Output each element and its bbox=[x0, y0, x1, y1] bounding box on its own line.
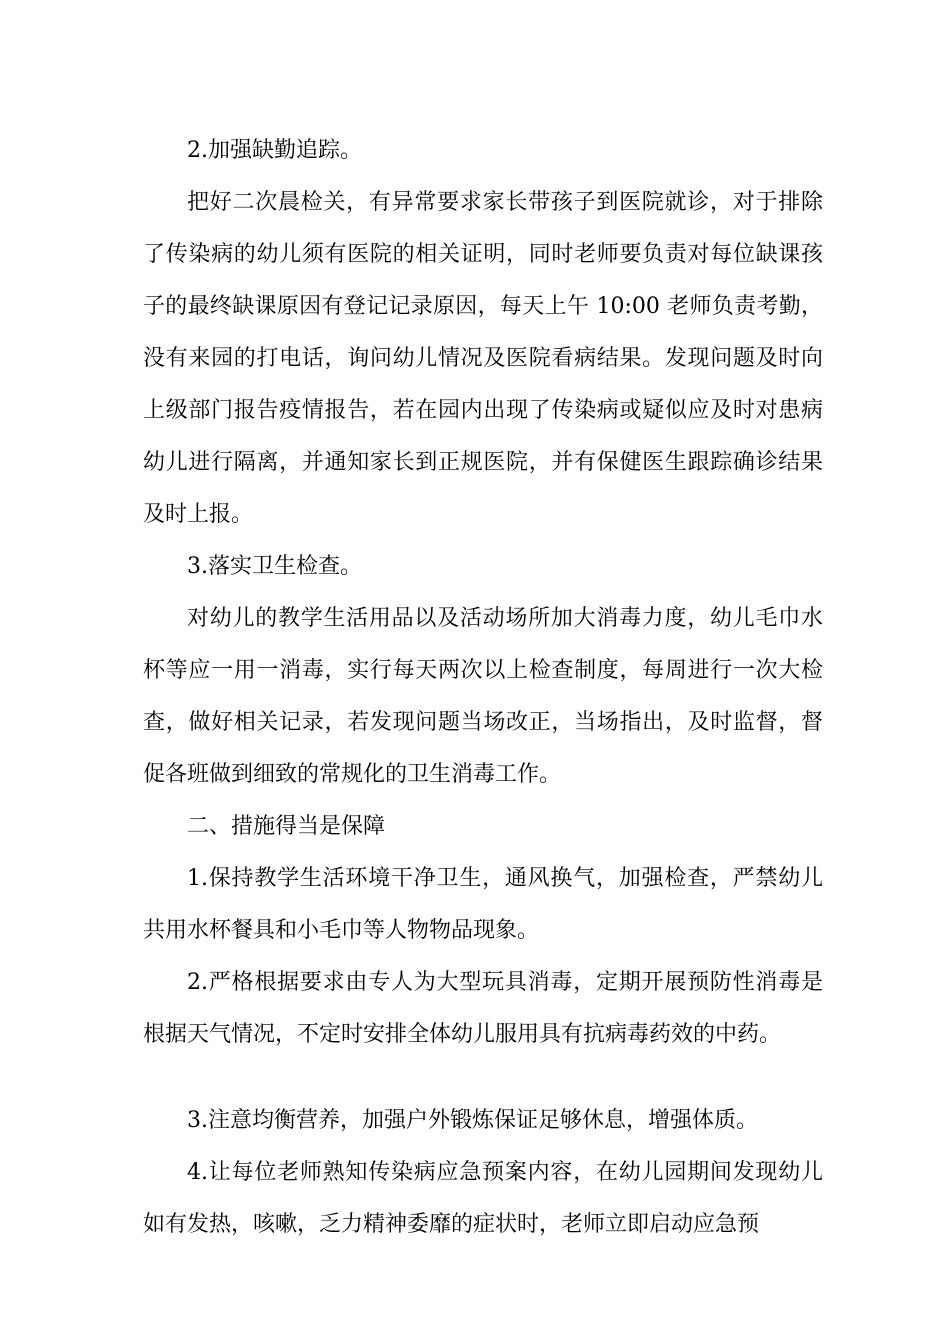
subheading-absence-tracking: 2.加强缺勤追踪。 bbox=[187, 138, 362, 163]
list-item-environment: 1.保持教学生活环境干净卫生，通风换气，加强检查，严禁幼儿共用水杯餐具和小毛巾等人物物品现象。 bbox=[143, 866, 823, 943]
paragraph-morning-check: 把好二次晨检关，有异常要求家长带孩子到医院就诊，对于排除了传染病的幼儿须有医院的相关证明，同时老师要负责对每位缺课孩子的最终缺课原因有登记记录原因，每天上午 10:00 老师负责考勤，没有来园的打电话，询问幼儿情况及医院看病结果。发现问题及时向上级部门报告疫情报告，若在园内出现了传染病或疑似应及时对患病幼儿进行隔离，并通知家长到正规医院，并有保健医生跟踪确诊结果及时上报。 bbox=[143, 190, 823, 527]
list-item-emergency-plan: 4.让每位老师熟知传染病应急预案内容，在幼儿园期间发现幼儿如有发热，咳嗽，乏力精神委靡的症状时，老师立即启动应急预 bbox=[143, 1160, 823, 1237]
document-body bbox=[143, 125, 823, 1251]
list-item-toy-disinfection: 2.严格根据要求由专人为大型玩具消毒，定期开展预防性消毒是根据天气情况，不定时安排全体幼儿服用具有抗病毒药效的中药。 bbox=[143, 970, 823, 1047]
list-item-nutrition: 3.注意均衡营养，加强户外锻炼保证足够休息，增强体质。 bbox=[187, 1108, 758, 1133]
paragraph-disinfection: 对幼儿的教学生活用品以及活动场所加大消毒力度，幼儿毛巾水杯等应一用一消毒，实行每天两次以上检查制度，每周进行一次大检查，做好相关记录，若发现问题当场改正，当场指出，及时监督，督促各班做到细致的常规化的卫生消毒工作。 bbox=[143, 606, 823, 787]
subheading-hygiene-inspection: 3.落实卫生检查。 bbox=[187, 554, 362, 579]
section-heading-measures: 二、措施得当是保障 bbox=[187, 814, 386, 839]
